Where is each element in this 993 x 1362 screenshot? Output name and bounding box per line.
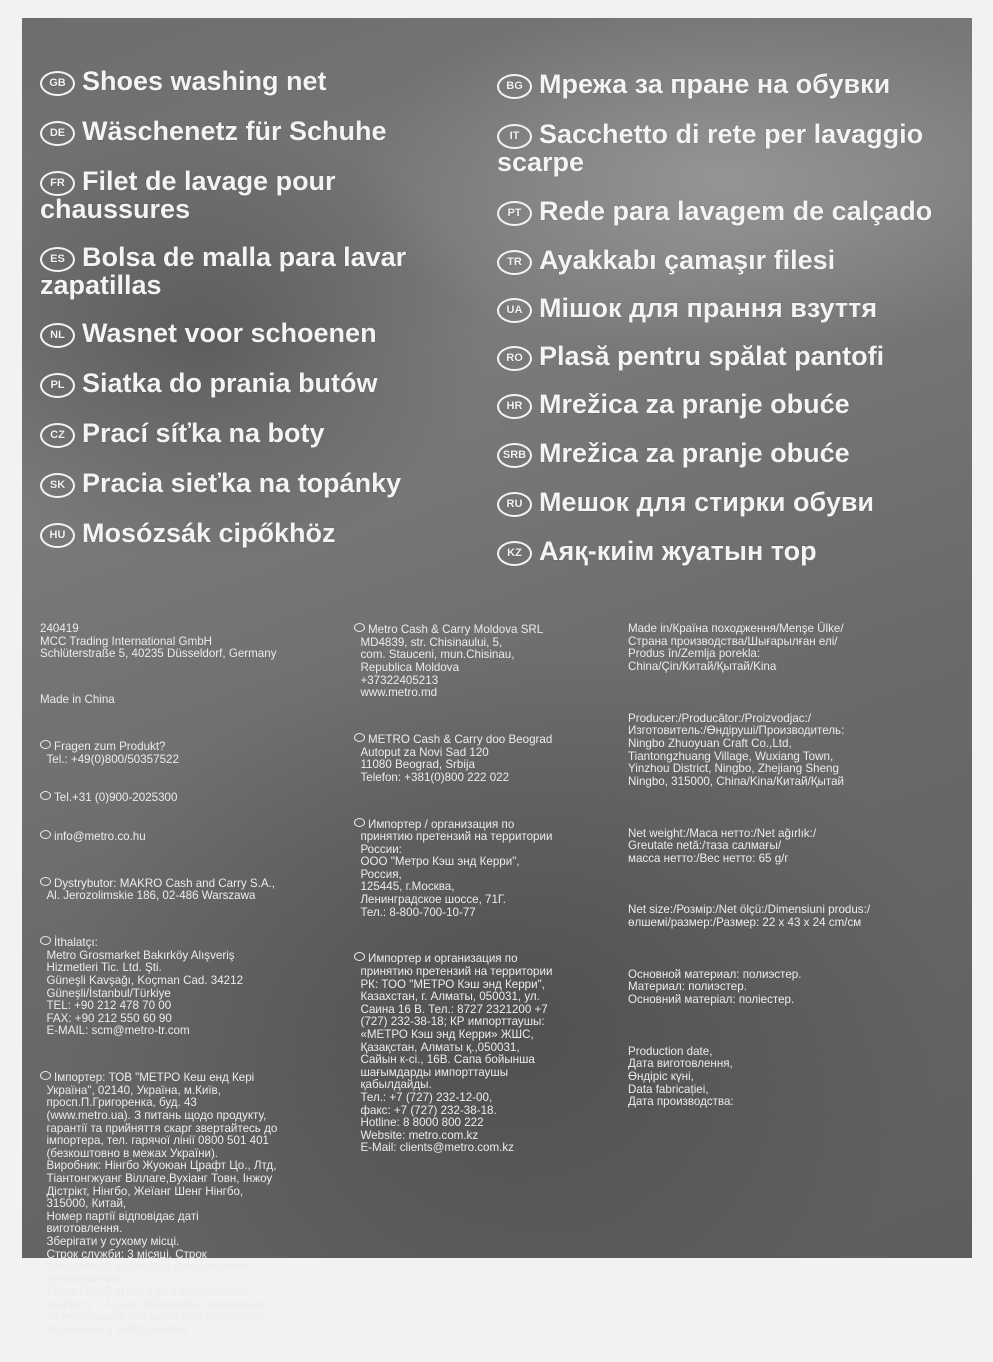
title-text: Shoes washing net <box>82 66 327 96</box>
country-code-badge: TR <box>497 250 532 275</box>
title-text: Siatka do prania butów <box>82 368 378 398</box>
country-mark-icon <box>40 1071 51 1080</box>
hu-contact <box>40 830 350 844</box>
country-mark-icon <box>354 733 365 742</box>
title-text: Мішок для прання взуття <box>539 293 878 323</box>
country-code-badge: HR <box>497 394 532 419</box>
production-date: Production date, Дата виготовлення, Өндіріс күні, Data fabricației, Дата производства: <box>628 1044 734 1109</box>
net-weight: Net weight:/Маса нетто:/Net ağırlık:/ Greutate netă:/таза салмағы/ масса нетто:/Вес нетто: 65 g/г <box>628 826 817 865</box>
country-code-badge: RO <box>497 346 532 371</box>
tr-importer <box>40 936 350 1038</box>
country-code-badge: RU <box>497 492 532 517</box>
country-code-badge: UA <box>497 298 532 323</box>
country-code-badge: SRB <box>497 443 532 468</box>
info-column-1 <box>40 598 350 1362</box>
ru-importer-text: Импортер / организация по принятию претензий на территории России: ООО "Метро Кэш энд Керри", Россия, 125445, г.Москва, Ленинградское шоссе, 71Г. Тел.: 8-800-700-10-77 <box>360 817 553 919</box>
ua-importer-text: Імпортер: ТОВ "МЕТРО Кеш енд Кері Україна", 02140, Україна, м.Київ, просп.П.Григоренка, буд. 43 (www.metro.ua). З питань щодо продукту, гарантії та прийняття скарг звертайтесь до імпортера, тел. гарячої лінії 0800 501 401 (безкоштовно в межах України). Виробник: Нінгбо Жуоюан Црафт Цо., Лтд, Тіантонгжуанг Віллаге,Вухіанг Товн, Інжоу Дістрікт, Нінгбо, Жеїанг Шенг Нінгбо, 315000, Китай, Номер партії відповідає даті виготовлення. Зберігати у сухому місці. Строк служби: 3 місяці. Строк придатності до початку використання необмежений. Гарантійний строк у разі виробничого дефекту: 14 днів. Зберігайте маркування та інформацію про виріб для можливого посилання у майбутньому. <box>46 1071 278 1337</box>
country-code-badge: HU <box>40 523 75 548</box>
country-code-badge: NL <box>40 323 75 348</box>
country-mark-icon <box>40 877 51 886</box>
title-text: Wäschenetz für Schuhe <box>82 116 387 146</box>
packaging-label <box>22 18 972 1337</box>
country-mark-icon <box>40 740 51 749</box>
title-ro <box>497 343 967 371</box>
producer-info: Producer:/Producător:/Proizvodjac:/ Изготовитель:/Өндіруші/Производитель: Ningbo Zhuoyuan Craft Co.,Ltd, Tiantongzhuang Village, Wuxiang Town, Yinzhou District, Ningbo, Zhejiang Sheng Ningbo, 315000, China/Kina/Китай/Қытай <box>628 711 845 788</box>
pl-distributor-text: Dystrybutor: MAKRO Cash and Carry S.A., Al. Jerozolimskie 186, 02-486 Warszawa <box>46 876 275 903</box>
title-es <box>40 244 480 299</box>
title-tr <box>497 247 967 275</box>
country-code-badge: SK <box>40 473 75 498</box>
country-mark-icon <box>354 952 365 961</box>
country-code-badge: CZ <box>40 423 75 448</box>
title-pt <box>497 198 967 226</box>
title-text: Bolsa de malla para lavar zapatillas <box>40 242 407 300</box>
title-ru <box>497 489 967 517</box>
title-text: Мрежа за пране на обувки <box>539 69 891 99</box>
title-text: Мешок для стирки обуви <box>539 487 875 517</box>
title-bg <box>497 71 967 99</box>
title-text: Mosózsák cipőkhöz <box>82 518 336 548</box>
title-text: Mrežica za pranje obuće <box>539 438 850 468</box>
nl-contact <box>40 791 350 805</box>
title-fr <box>40 168 480 223</box>
title-text: Filet de lavage pour chaussures <box>40 166 336 224</box>
info-column-3 <box>628 598 968 1142</box>
title-hu <box>40 520 480 548</box>
title-text: Rede para lavagem de calçado <box>539 196 933 226</box>
rs-importer <box>354 733 624 784</box>
title-text: Ayakkabı çamaşır filesi <box>539 245 836 275</box>
md-importer <box>354 623 624 700</box>
de-contact <box>40 740 350 766</box>
title-text: Sacchetto di rete per lavaggio scarpe <box>497 119 924 177</box>
country-code-badge: GB <box>40 71 75 96</box>
country-mark-icon <box>40 936 51 945</box>
country-of-origin: Made in/Країна походження/Menşe Ülke/ Страна производства/Шығарылған елі/ Produs în/Zemlja porekla: China/Çin/Китай/Қытай/Kina <box>628 622 844 673</box>
country-code-badge: ES <box>40 247 75 272</box>
kz-importer <box>354 952 624 1155</box>
title-hr <box>497 391 967 419</box>
country-code-badge: PT <box>497 201 532 226</box>
made-in-china: Made in China <box>40 693 115 707</box>
title-pl <box>40 370 480 398</box>
title-it <box>497 121 967 176</box>
nl-contact-text: Tel.+31 (0)900-2025300 <box>54 791 178 805</box>
country-mark-icon <box>354 623 365 632</box>
country-code-badge: BG <box>497 74 532 99</box>
country-code-badge: IT <box>497 124 532 149</box>
md-importer-text: Metro Cash & Carry Moldova SRL MD4839, str. Chisinaului, 5, com. Stauceni, mun.Chisinau, Republica Moldova +37322405213 www.metro.md <box>360 623 544 700</box>
ru-importer <box>354 818 624 920</box>
hu-contact-text: info@metro.co.hu <box>54 830 146 844</box>
title-sk <box>40 470 480 498</box>
country-mark-icon <box>40 830 51 839</box>
title-text: Mrežica za pranje obuće <box>539 389 850 419</box>
title-cz <box>40 420 480 448</box>
title-text: Plasă pentru spălat pantofi <box>539 341 885 371</box>
country-code-badge: FR <box>40 171 75 196</box>
importer-header: 240419 MCC Trading International GmbH Schlüterstraße 5, 40235 Düsseldorf, Germany <box>40 622 277 661</box>
net-size: Net size:/Розмір:/Net ölçü:/Dimensiuni produs:/ өлшемі/размер:/Размер: 22 x 43 x 24 cm/см <box>628 903 871 930</box>
de-contact-text: Fragen zum Produkt? Tel.: +49(0)800/50357522 <box>46 739 179 766</box>
title-gb <box>40 68 480 96</box>
rs-importer-text: METRO Cash & Carry doo Beograd Autoput za Novi Sad 120 11080 Beograd, Srbija Telefon: +381(0)800 222 022 <box>360 732 553 784</box>
ua-importer <box>40 1071 350 1336</box>
material-info: Основной материал: полиэстер. Материал: полиэстер. Основний матеріал: поліестер. <box>628 967 802 1007</box>
info-column-2 <box>354 598 624 1180</box>
country-mark-icon <box>40 791 51 800</box>
country-code-badge: PL <box>40 373 75 398</box>
title-text: Wasnet voor schoenen <box>82 318 377 348</box>
title-srb <box>497 440 967 468</box>
title-nl <box>40 320 480 348</box>
country-mark-icon <box>354 818 365 827</box>
title-text: Аяқ-киім жуатын тор <box>539 536 817 566</box>
product-titles <box>22 18 972 588</box>
title-kz <box>497 538 967 566</box>
title-text: Pracia sieťka na topánky <box>82 468 402 498</box>
country-code-badge: KZ <box>497 541 532 566</box>
tr-importer-text: İthalatçı: Metro Grosmarket Bakırköy Alışveriş Hizmetleri Tic. Ltd. Şti. Güneşli Kavşağı, Koçman Cad. 34212 Güneşli/İstanbul/Türkiye TEL: +90 212 478 70 00 FAX: +90 212 550 60 90 E-MAIL: scm@metro-tr.com <box>46 936 244 1038</box>
pl-distributor <box>40 877 350 903</box>
kz-importer-text: Импортер и организация по принятию претензий на территории РК: ТОО "МЕТРО Кэш энд Керри", Казахстан, г. Алматы, 050031, ул. Саина 16 В. Тел.: 8727 2321200 +7 (727) 232-38-18; КР импорттаушы: «МЕТРО Кэш энд Керри» ЖШС, Қазақстан, Алматы қ.,050031, Сайын к-сі., 16В. Сапа бойынша шағымдарды импорттаушы қабылдайды. Тел.: +7 (727) 232-12-00, факс: +7 (727) 232-38-18. Hotline: 8 8000 800 222 Website: metro.com.kz E-Mail: clients@metro.com.kz <box>360 952 553 1155</box>
country-code-badge: DE <box>40 121 75 146</box>
title-ua <box>497 295 967 323</box>
title-text: Prací síťka na boty <box>82 418 325 448</box>
title-de <box>40 118 480 146</box>
